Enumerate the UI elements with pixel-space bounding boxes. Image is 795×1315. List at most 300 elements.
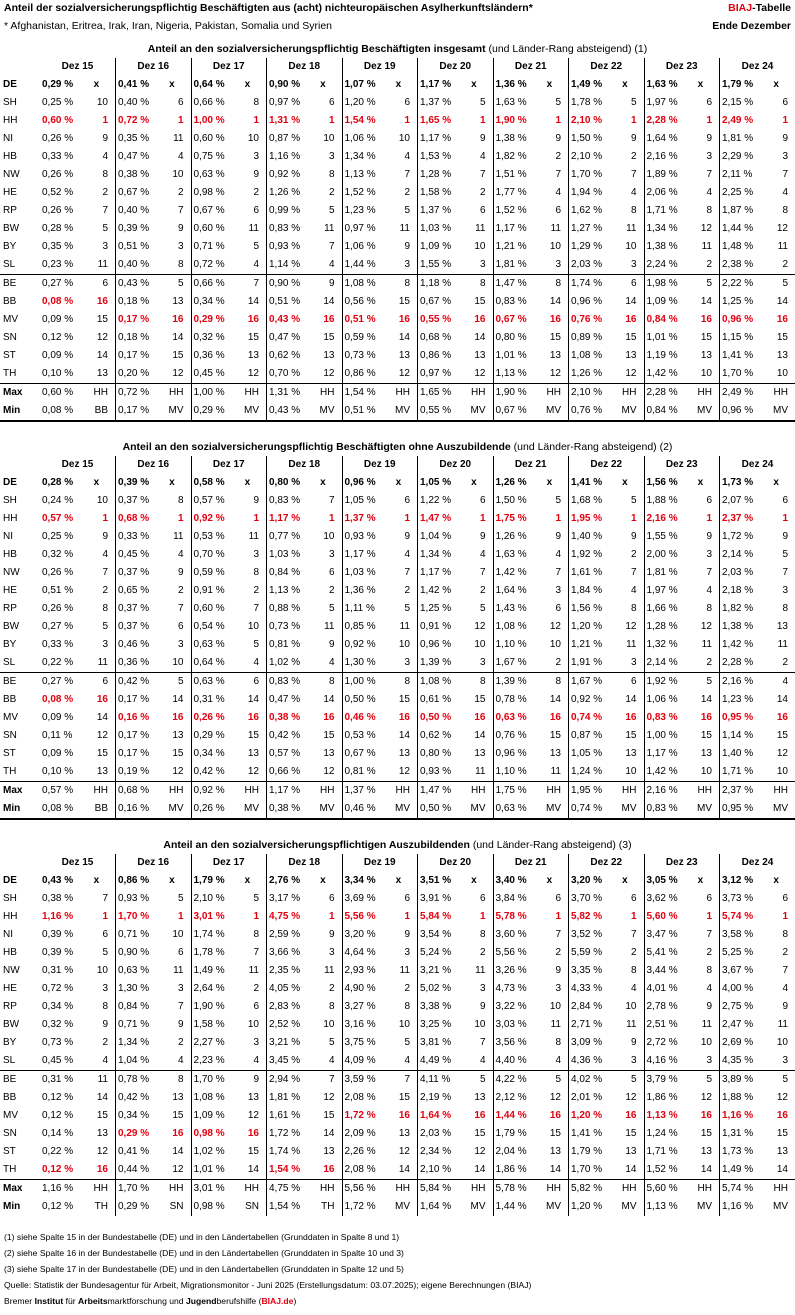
cell-value: 3,54 % [420,929,452,940]
cell-value: 0,67 % [495,314,527,325]
cell-value: 0,97 % [420,368,452,379]
cell-rank: 4 [455,1052,493,1071]
row-th [0,365,795,384]
row-st [0,347,795,365]
cell-rank: 15 [78,1107,116,1125]
cell-rank: 3 [304,944,342,962]
cell-rank: MV [531,1198,569,1216]
cell-value: 1,09 % [420,241,452,252]
cell-rank: 4 [531,184,569,202]
column-header: Dez 22 [569,58,645,76]
cell-value: 1,73 % [722,477,754,488]
cell-value: 1,24 % [646,1128,678,1139]
cell-value: 1,39 % [495,676,527,687]
cell-rank: 3 [229,148,267,166]
cell-value: 1,70 % [116,1180,154,1199]
cell-rank: 9 [304,636,342,654]
cell-rank: 13 [531,347,569,365]
cell-value: 1,16 % [722,1110,754,1121]
cell-rank: 14 [380,727,418,745]
cell-rank: 1 [455,510,493,528]
cell-value: 0,72 % [118,115,150,126]
cell-value: 1,40 % [571,531,603,542]
cell-value: 2,93 % [344,965,376,976]
cell-value: 0,97 % [344,223,376,234]
cell-rank: 13 [606,347,644,365]
cell-value: 0,11 % [42,730,73,741]
cell-value: 0,93 % [118,893,150,904]
cell-rank: 1 [78,112,116,130]
cell-rank: x [606,76,644,94]
row-mv [0,709,795,727]
cell-rank: HH [682,384,720,403]
cell-value: 0,19 % [118,766,150,777]
cell-value: 1,54 % [269,1164,301,1175]
cell-value: 2,14 % [722,549,754,560]
cell-rank: HH [229,384,267,403]
row-label: BW [3,223,20,234]
cell-rank: 16 [455,311,493,329]
cell-rank: HH [229,1180,267,1199]
cell-rank: 2 [455,582,493,600]
cell-rank: 11 [606,636,644,654]
cell-value: 0,73 % [42,1037,74,1048]
cell-value: 0,86 % [344,368,376,379]
cell-value: 0,67 % [420,296,452,307]
cell-value: 1,27 % [571,223,603,234]
cell-value: 1,37 % [420,205,452,216]
cell-value: 4,16 % [644,1052,682,1071]
cell-value: 1,31 % [269,115,301,126]
cell-rank: 7 [380,166,418,184]
cell-value: 0,26 % [42,133,74,144]
cell-rank: 14 [606,1161,644,1180]
cell-rank: 1 [78,510,116,528]
cell-value: 0,34 % [193,296,225,307]
cell-value: 1,05 % [420,477,452,488]
cell-rank: 1 [782,911,788,922]
cell-value: 1,20 % [571,1201,603,1212]
row-label: SL [0,1052,40,1071]
cell-rank: 16 [776,1110,788,1121]
row-label: Max [0,384,40,403]
cell-value: 3,01 % [193,911,225,922]
cell-value: 5,60 % [646,911,678,922]
cell-value: 1,70 % [722,368,754,379]
footnote: Quelle: Statistik der Bundesagentur für Arbeit, Migrationsmonitor - Juni 2025 (Erstellungsdatum: 03.07.2025); eigene Berechnungen (BIAJ) [4,1280,532,1290]
cell-rank: HH [757,1180,795,1199]
cell-value: 1,63 % [646,79,678,90]
cell-rank: 15 [153,347,191,365]
cell-rank: 10 [380,1016,418,1034]
row-rp [0,600,795,618]
cell-value: 3,03 % [495,1019,527,1030]
cell-rank: 3 [757,1052,795,1071]
cell-value: 1,29 % [571,241,603,252]
cell-rank: HH [531,384,569,403]
cell-value: 2,83 % [269,1001,301,1012]
cell-value: 1,25 % [420,603,452,614]
cell-rank: 1 [531,908,569,926]
cell-value: 3,26 % [495,965,527,976]
cell-value: 0,26 % [42,567,74,578]
cell-rank: 7 [153,998,191,1016]
cell-value: 0,84 % [269,567,301,578]
row-max [0,782,795,801]
cell-rank: 2 [531,944,569,962]
cell-rank: 16 [606,1107,644,1125]
cell-value: 5,82 % [569,1180,607,1199]
cell-value: 1,39 % [418,654,456,673]
cell-rank: 13 [304,745,342,763]
row-by [0,1034,795,1052]
cell-rank: 2 [380,582,418,600]
cell-value: 0,71 % [118,1019,150,1030]
row-hb [0,546,795,564]
row-sh [0,94,795,112]
cell-value: 1,16 % [42,911,74,922]
column-header: Dez 19 [342,854,418,872]
cell-value: 0,51 % [118,241,150,252]
cell-rank: 12 [455,1143,493,1161]
cell-rank: 14 [776,1164,788,1175]
cell-value: 1,97 % [646,585,678,596]
cell-value: 0,33 % [118,531,150,542]
cell-value: 0,31 % [42,965,74,976]
footnote: (1) siehe Spalte 15 in der Bundestabelle (DE) und in den Ländertabellen (Grunddaten in Spalte 8 und 1) [4,1232,400,1242]
cell-value: 2,06 % [646,187,678,198]
cell-rank: 7 [682,564,720,582]
cell-value: 0,84 % [646,405,678,416]
cell-value: 1,17 % [646,748,678,759]
cell-value: 1,84 % [571,585,603,596]
column-header: Dez 24 [741,459,774,470]
column-header-row [0,58,795,76]
cell-value: 0,08 % [42,803,74,814]
cell-rank: MV [380,402,418,421]
cell-value: 0,67 % [118,187,150,198]
cell-rank: 8 [78,166,116,184]
row-ni [0,528,795,546]
cell-value: 0,80 % [420,748,452,759]
cell-rank: 4 [78,1052,116,1071]
cell-rank: 11 [455,962,493,980]
period-label: Ende Dezember [712,20,791,32]
cell-rank: 9 [153,220,191,238]
cell-value: 3,05 % [646,875,678,886]
cell-rank: 10 [455,238,493,256]
section-title [0,836,795,854]
cell-value: 1,21 % [495,241,527,252]
cell-value: 1,08 % [571,350,603,361]
cell-value: 0,16 % [118,712,150,723]
cell-value: 0,09 % [42,314,74,325]
cell-value: 1,31 % [267,384,305,403]
cell-value: 1,09 % [646,296,678,307]
cell-value: 1,67 % [571,676,603,687]
cell-value: 0,58 % [193,477,225,488]
cell-rank: 10 [606,238,644,256]
cell-rank: 8 [782,205,788,216]
cell-value: 1,97 % [646,97,678,108]
cell-value: 0,60 % [193,133,225,144]
cell-value: 0,83 % [495,296,527,307]
cell-value: 2,11 % [722,169,753,180]
column-header: Dez 20 [418,456,494,474]
cell-rank: MV [606,402,644,421]
row-label: BE [3,676,17,687]
cell-rank: 12 [304,1089,342,1107]
cell-value: 0,96 % [722,405,754,416]
column-header: Dez 20 [418,854,494,872]
cell-value: 1,42 % [722,639,754,650]
cell-rank: 14 [229,691,267,709]
cell-value: 3,84 % [495,893,527,904]
row-label: HH [3,911,18,922]
cell-rank: 2 [682,944,720,962]
cell-rank: 6 [380,94,418,112]
cell-value: 0,12 % [42,1164,74,1175]
row-germany [0,872,795,890]
cell-value: 2,51 % [646,1019,678,1030]
cell-value: 1,63 % [495,549,527,560]
cell-value: 0,18 % [118,296,150,307]
cell-value: 3,20 % [344,929,376,940]
cell-value: 1,17 % [495,223,527,234]
cell-rank: x [773,79,779,90]
row-label: NW [3,567,20,578]
cell-rank: 12 [455,365,493,384]
cell-rank: 14 [606,691,644,709]
cell-value: 1,54 % [269,1201,301,1212]
cell-value: 1,14 % [722,730,754,741]
cell-rank: MV [229,800,267,819]
cell-rank: 13 [380,1125,418,1143]
cell-value: 0,31 % [42,1074,74,1085]
cell-value: 1,70 % [571,1164,603,1175]
cell-rank: HH [455,384,493,403]
row-sn [0,1125,795,1143]
cell-rank: 8 [380,998,418,1016]
cell-value: 1,08 % [495,621,527,632]
cell-rank: HH [606,384,644,403]
cell-value: 0,71 % [118,929,150,940]
cell-rank: 15 [531,329,569,347]
row-label: DE [3,875,17,886]
cell-value: 4,90 % [344,983,376,994]
cell-rank: 10 [531,998,569,1016]
cell-value: 1,20 % [571,621,603,632]
cell-rank: 1 [380,112,418,130]
cell-value: 1,77 % [495,187,527,198]
cell-rank: 2 [78,582,116,600]
cell-rank: 4 [380,1052,418,1071]
row-bb [0,691,795,709]
cell-value: 0,89 % [571,332,603,343]
institution-part: Arbeits [78,1296,108,1306]
cell-rank: 7 [682,926,720,944]
cell-value: 0,42 % [193,766,225,777]
cell-rank: 9 [606,130,644,148]
cell-rank: 15 [153,1107,191,1125]
cell-rank: 14 [776,694,788,705]
cell-rank: 5 [78,944,116,962]
cell-value: 1,79 % [193,875,225,886]
cell-rank: 16 [304,1161,342,1180]
cell-value: 0,46 % [344,803,376,814]
cell-value: 0,93 % [344,531,376,542]
cell-rank: 4 [455,546,493,564]
cell-rank: 4 [153,1052,191,1071]
column-header-row [0,456,795,474]
cell-value: 2,28 % [720,654,758,673]
cell-rank: x [153,872,191,890]
cell-value: 0,10 % [42,766,74,777]
cell-value: 2,26 % [344,1146,376,1157]
cell-value: 1,79 % [495,1128,527,1139]
cell-rank: x [531,474,569,492]
cell-rank: 5 [455,1071,493,1090]
cell-value: 0,12 % [42,1110,74,1121]
cell-rank: 14 [153,691,191,709]
cell-value: 0,32 % [42,1019,74,1030]
cell-value: 2,27 % [193,1037,225,1048]
cell-rank: 9 [229,492,267,510]
cell-value: 0,26 % [42,205,74,216]
cell-rank: 2 [153,184,191,202]
cell-value: 0,36 % [193,350,225,361]
cell-rank: 1 [304,112,342,130]
cell-value: 0,92 % [344,639,376,650]
cell-rank: 15 [682,1125,720,1143]
cell-rank: 5 [606,492,644,510]
cell-value: 1,82 % [495,151,527,162]
cell-rank: MV [380,800,418,819]
row-by [0,238,795,256]
cell-rank: 2 [455,184,493,202]
cell-value: 2,19 % [420,1092,452,1103]
cell-value: 4,49 % [418,1052,456,1071]
cell-value: 3,27 % [344,1001,376,1012]
cell-rank: 13 [606,1143,644,1161]
cell-rank: x [153,76,191,94]
cell-value: 0,17 % [118,748,150,759]
cell-value: 1,50 % [571,133,603,144]
row-nw [0,962,795,980]
cell-value: 0,33 % [42,639,74,650]
cell-value: 5,56 % [342,1180,380,1199]
cell-rank: 4 [229,654,267,673]
column-header: Dez 23 [644,854,720,872]
cell-value: 2,84 % [571,1001,603,1012]
row-bb [0,293,795,311]
cell-rank: 14 [531,691,569,709]
cell-value: 1,38 % [646,241,678,252]
cell-rank: 9 [606,528,644,546]
cell-rank: 1 [782,115,788,126]
cell-rank: HH [531,782,569,801]
cell-value: 1,89 % [646,169,678,180]
brand-label [728,2,791,14]
cell-value: 1,36 % [495,79,527,90]
cell-rank: 5 [153,673,191,692]
row-label: HE [3,187,17,198]
cell-value: 1,66 % [646,603,678,614]
cell-rank: 10 [682,365,720,384]
cell-rank: 5 [304,202,342,220]
cell-rank: 4 [229,1052,267,1071]
column-header: Dez 15 [40,456,116,474]
row-label: HB [3,151,17,162]
cell-value: 2,75 % [722,1001,754,1012]
row-mv [0,1107,795,1125]
cell-rank: 11 [304,618,342,636]
cell-value: 1,17 % [267,782,305,801]
row-th [0,763,795,782]
cell-rank: 6 [531,600,569,618]
cell-rank: 4 [782,187,788,198]
cell-value: 1,19 % [646,350,678,361]
cell-value: 3,79 % [646,1074,678,1085]
cell-rank: HH [304,384,342,403]
cell-rank: 5 [380,1034,418,1052]
cell-value: 0,59 % [193,567,225,578]
cell-value: 0,12 % [42,332,74,343]
cell-rank: 7 [606,926,644,944]
cell-value: 1,37 % [420,97,452,108]
row-label: Min [3,405,21,416]
cell-rank: x [78,872,116,890]
cell-value: 1,44 % [722,223,754,234]
cell-rank: 6 [782,97,788,108]
column-header: Dez 21 [493,58,569,76]
cell-rank: 8 [304,998,342,1016]
row-label: SN [3,1128,17,1139]
cell-rank: 4 [682,184,720,202]
cell-value: 1,86 % [646,1092,678,1103]
column-header: Dez 21 [493,854,569,872]
cell-value: 3,58 % [722,929,754,940]
row-label: SH [3,495,17,506]
row-min [0,1198,795,1216]
page-header [4,2,791,36]
cell-value: 0,33 % [42,151,74,162]
cell-value: 0,17 % [118,405,150,416]
cell-value: 3,89 % [722,1074,754,1085]
cell-rank: HH [78,1180,116,1199]
row-hh [0,908,795,926]
row-label: TH [3,1164,17,1175]
cell-rank: 9 [304,275,342,294]
cell-value: 0,26 % [42,169,74,180]
cell-value: 0,80 % [495,332,527,343]
cell-rank: 16 [78,691,116,709]
cell-rank: 14 [455,727,493,745]
cell-value: 2,69 % [722,1037,754,1048]
cell-value: 4,22 % [495,1074,527,1085]
cell-value: 1,72 % [344,1201,376,1212]
cell-rank: 8 [606,202,644,220]
institution-part: ) [293,1296,297,1306]
cell-rank: 13 [153,727,191,745]
cell-rank: 1 [782,513,788,524]
cell-value: 0,96 % [420,639,452,650]
cell-value: 0,51 % [344,405,376,416]
cell-rank: MV [682,800,720,819]
cell-rank: 4 [78,546,116,564]
cell-rank: 7 [229,944,267,962]
cell-rank: 14 [455,329,493,347]
